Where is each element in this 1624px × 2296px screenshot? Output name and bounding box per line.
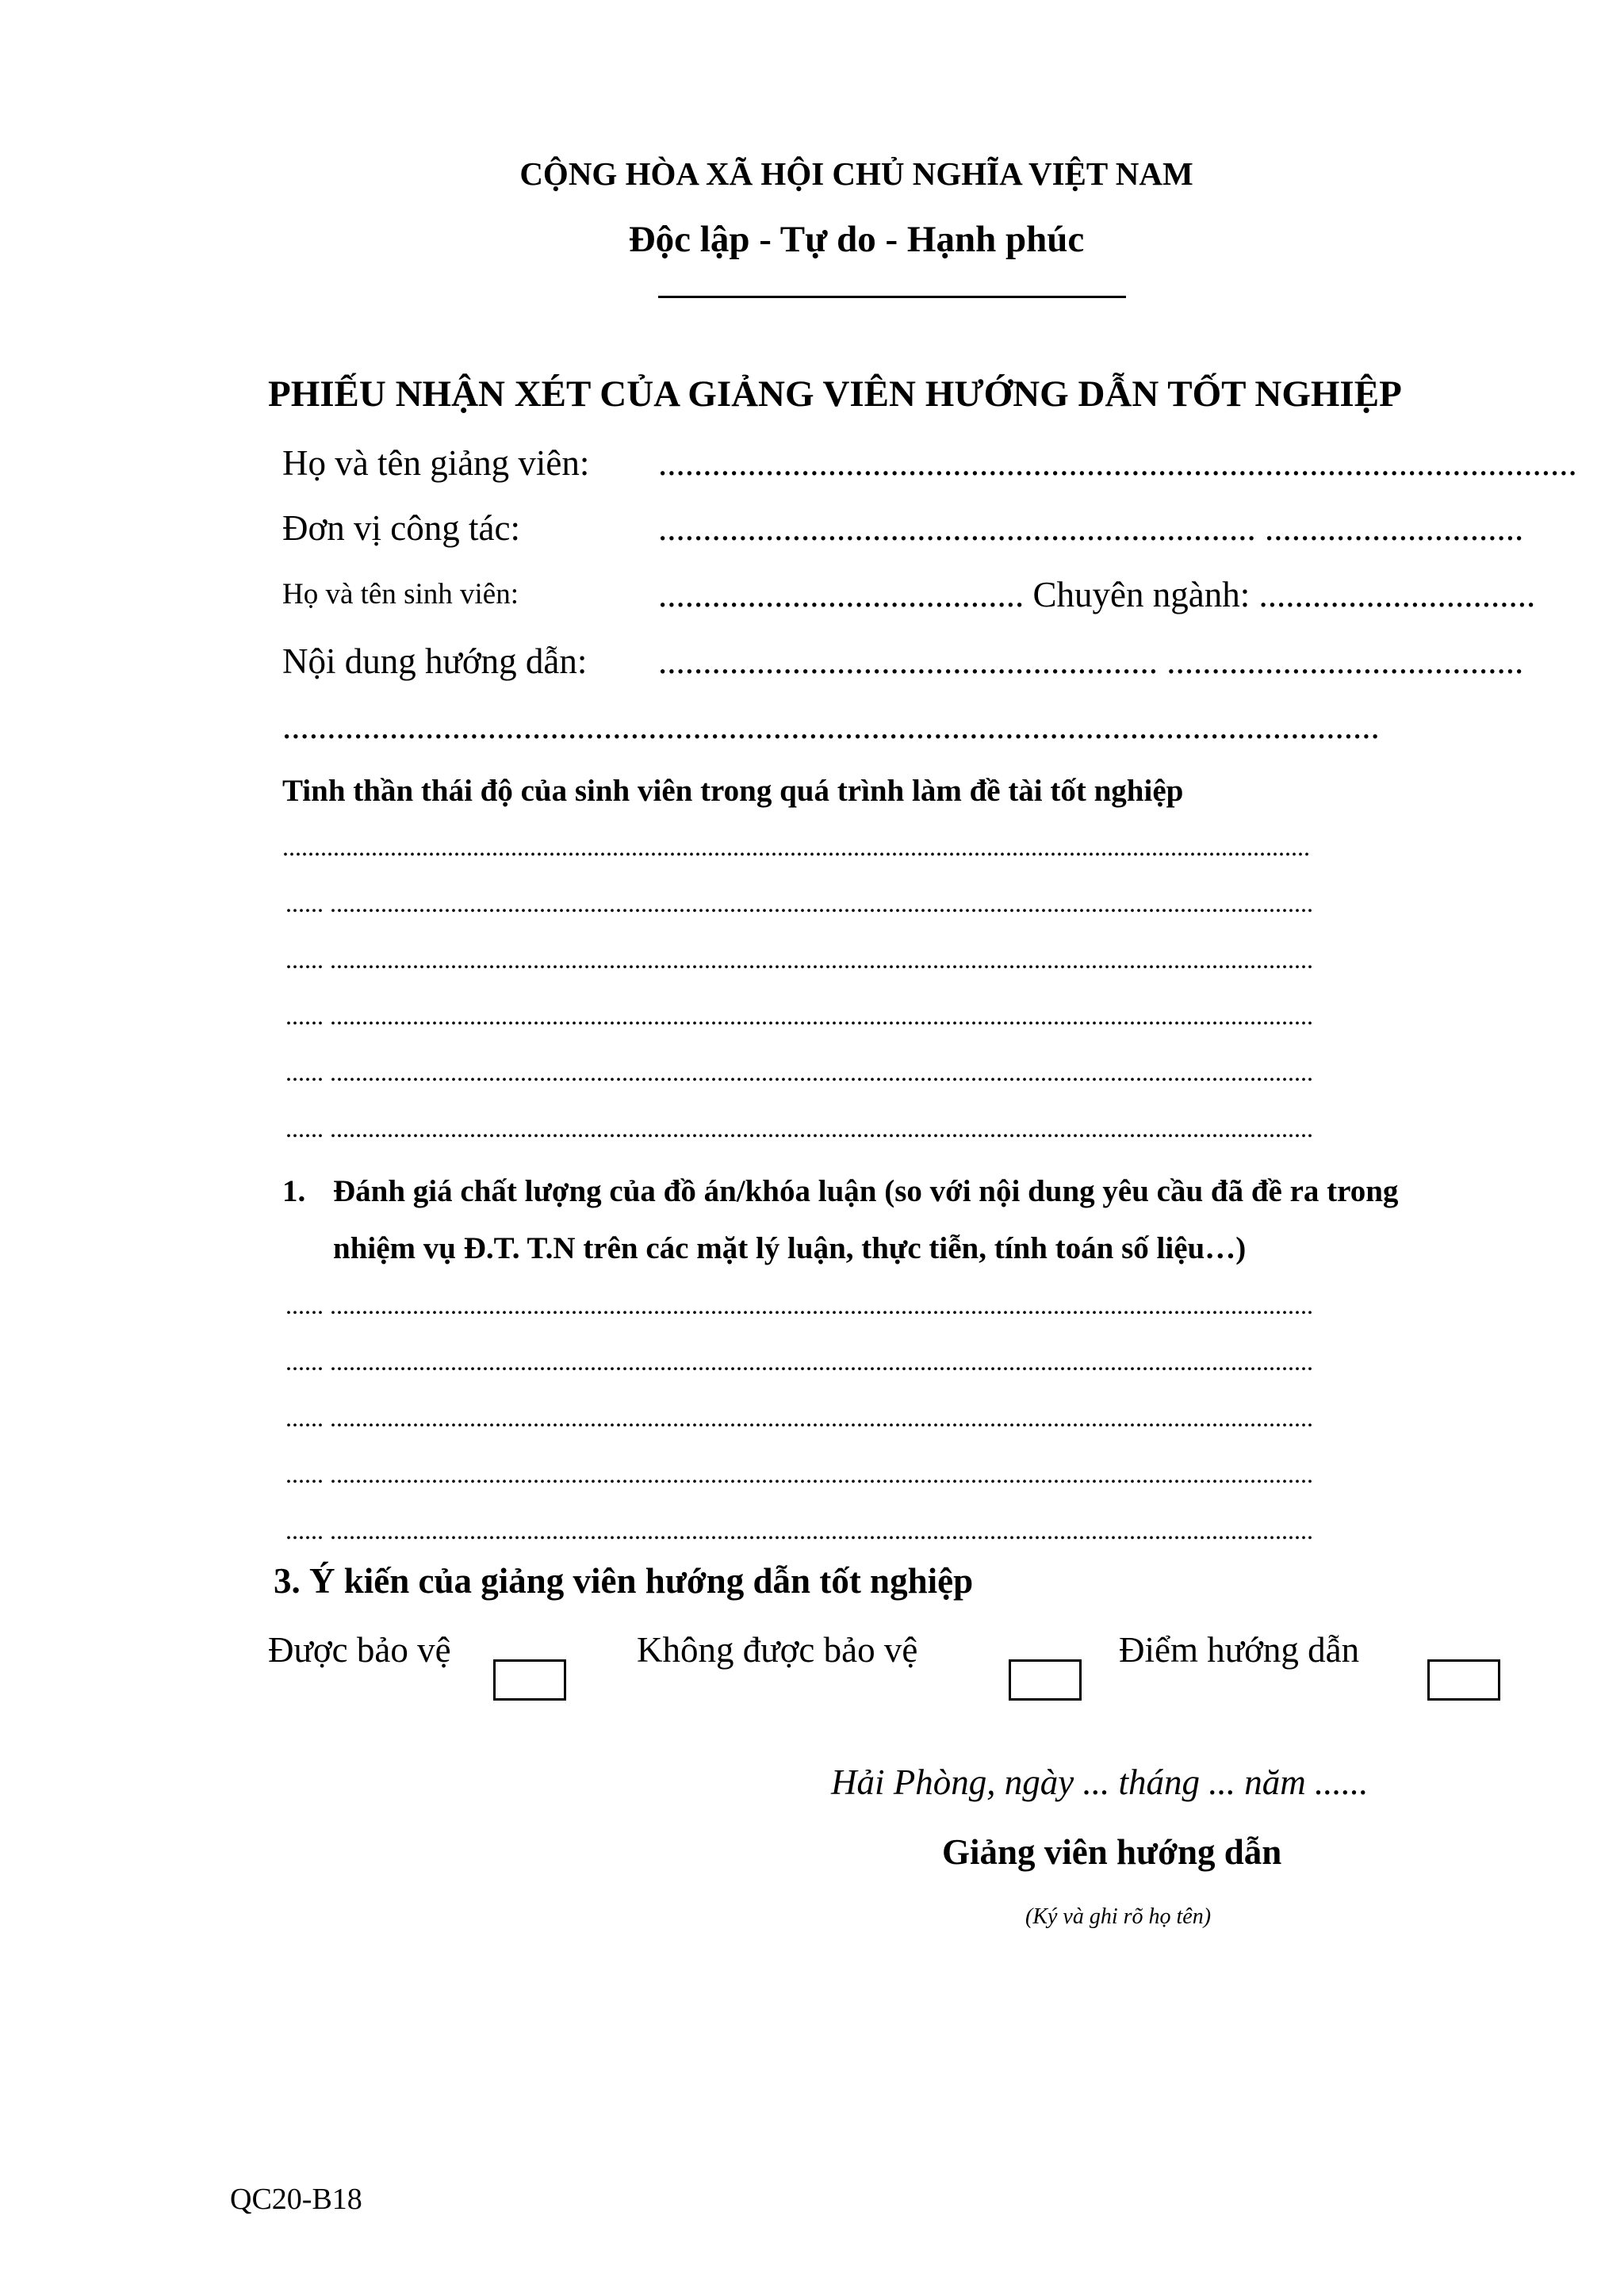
content-continuation-field[interactable]: ........................................................................................................................... [282,706,1380,746]
lecturer-name-field[interactable]: ....................................................................................................... [658,443,1577,483]
content-field[interactable]: ........................................................ ........................................ [658,641,1524,681]
signature-role: Giảng viên hướng dẫn [942,1832,1282,1872]
quality-line[interactable]: ...... ........................................................................................................................................................... [285,1460,1313,1488]
attitude-line[interactable]: ...... ........................................................................................................................................................... [285,1001,1313,1030]
quality-line[interactable]: ...... ........................................................................................................................................................... [285,1291,1313,1319]
option-score-label: Điểm hướng dẫn [1119,1630,1360,1670]
quality-line[interactable]: ...... ........................................................................................................................................................... [285,1403,1313,1432]
attitude-line[interactable]: ...... ........................................................................................................................................................... [285,945,1313,974]
signature-note: (Ký và ghi rõ họ tên) [1025,1904,1212,1929]
quality-heading-line2: nhiệm vụ Đ.T. T.N trên các mặt lý luận, thực tiễn, tính toán số liệu…) [333,1231,1247,1265]
national-motto: Độc lập - Tự do - Hạnh phúc [628,219,1085,260]
form-title: PHIẾU NHẬN XÉT CỦA GIẢNG VIÊN HƯỚNG DẪN TỐT NGHIỆP [268,373,1402,415]
attitude-heading: Tinh thần thái độ của sinh viên trong quá trình làm đề tài tốt nghiệp [282,774,1184,808]
quality-line[interactable]: ...... ........................................................................................................................................................... [285,1347,1313,1376]
attitude-line[interactable]: ...... ........................................................................................................................................................... [285,1058,1313,1086]
workplace-label: Đơn vị công tác: [282,508,520,548]
content-label: Nội dung hướng dẫn: [282,641,588,681]
option-pass-checkbox[interactable] [493,1659,566,1701]
student-name-field[interactable]: ......................................... Chuyên ngành: ............................... [658,575,1536,614]
form-code: QC20-B18 [230,2183,362,2216]
option-fail-checkbox[interactable] [1009,1659,1082,1701]
lecturer-name-label: Họ và tên giảng viên: [282,443,590,483]
workplace-field[interactable]: ................................................................... ............................. [658,508,1524,548]
country-name: CỘNG HÒA XÃ HỘI CHỦ NGHĨA VIỆT NAM [519,155,1193,192]
option-fail-label: Không được bảo vệ [637,1630,918,1670]
student-name-label: Họ và tên sinh viên: [282,578,519,610]
attitude-line[interactable]: .................................................................................................................................................................. [282,832,1310,861]
quality-heading-line1: Đánh giá chất lượng của đồ án/khóa luận (so với nội dung yêu cầu đã đề ra trong [333,1174,1399,1208]
attitude-line[interactable]: ...... ........................................................................................................................................................... [285,889,1313,917]
quality-number: 1. [282,1174,306,1208]
attitude-line[interactable]: ...... ........................................................................................................................................................... [285,1114,1313,1142]
option-pass-label: Được bảo vệ [268,1630,451,1670]
motto-underline [658,296,1126,298]
opinion-heading: 3. Ý kiến của giảng viên hướng dẫn tốt nghiệp [274,1561,974,1601]
place-date: Hải Phòng, ngày ... tháng ... năm ...... [831,1762,1369,1802]
score-box[interactable] [1427,1659,1500,1701]
quality-line[interactable]: ...... ........................................................................................................................................................... [285,1516,1313,1544]
